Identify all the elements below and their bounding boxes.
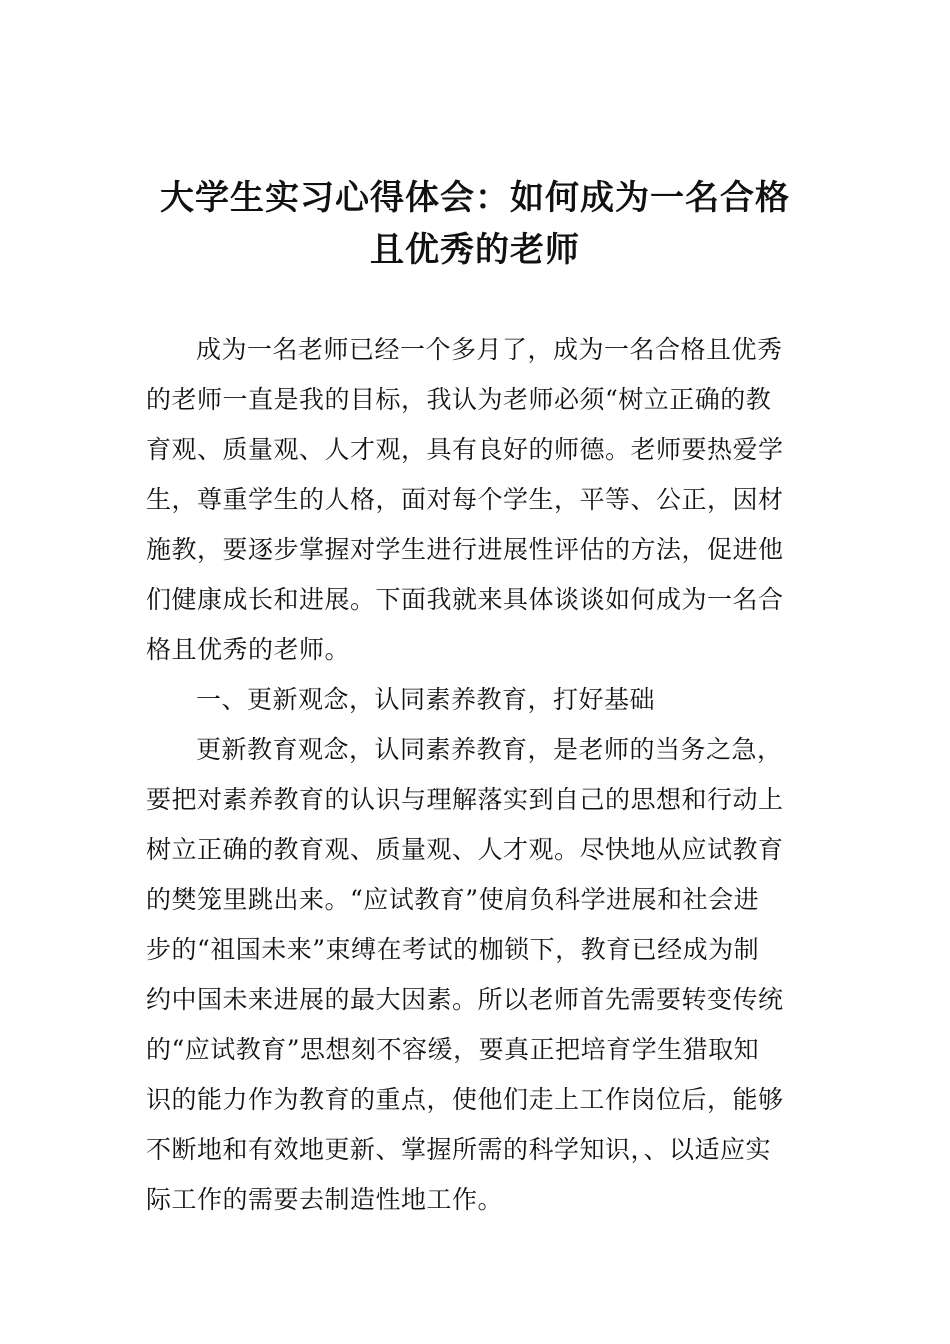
document-body [146, 325, 806, 1225]
text-line: 施教，要逐步掌握对学生进行进展性评估的方法，促进他 [146, 535, 784, 564]
text-line: 育观、质量观、人才观，具有良好的师德。老师要热爱学 [146, 435, 784, 464]
text-line: 的老师一直是我的目标，我认为老师必须“树立正确的教 [146, 385, 772, 414]
text-line: 的“应试教育”思想刻不容缓，要真正把培育学生猎取知 [146, 1035, 760, 1064]
paragraph-section-one [146, 725, 806, 1225]
text-line: 一、更新观念，认同素养教育，打好基础 [196, 685, 656, 714]
text-line: 约中国未来进展的最大因素。所以老师首先需要转变传统 [146, 985, 784, 1014]
text-line: 的樊笼里跳出来。“应试教育”使肩负科学进展和社会进 [146, 885, 760, 914]
text-line: 成为一名老师已经一个多月了，成为一名合格且优秀 [196, 335, 783, 364]
text-line: 生，尊重学生的人格，面对每个学生，平等、公正，因材 [146, 485, 784, 514]
section-heading [146, 675, 806, 725]
text-line: 更新教育观念，认同素养教育，是老师的当务之急， [196, 735, 783, 764]
text-line: 不断地和有效地更新、掌握所需的科学知识，、以适应实 [146, 1135, 772, 1164]
title-line: 且优秀的老师 [370, 230, 580, 270]
text-line: 识的能力作为教育的重点，使他们走上工作岗位后，能够 [146, 1085, 784, 1114]
text-line: 际工作的需要去制造性地工作。 [146, 1185, 504, 1214]
text-line: 格且优秀的老师。 [146, 635, 351, 664]
paragraph-intro [146, 325, 806, 675]
title-line: 大学生实习心得体会：如何成为一名合格 [160, 178, 790, 218]
text-line: 要把对素养教育的认识与理解落实到自己的思想和行动上 [146, 785, 784, 814]
document-title [140, 172, 810, 276]
text-line: 们健康成长和进展。下面我就来具体谈谈如何成为一名合 [146, 585, 784, 614]
text-line: 步的“祖国未来”束缚在考试的枷锁下，教育已经成为制 [146, 935, 760, 964]
text-line: 树立正确的教育观、质量观、人才观。尽快地从应试教育 [146, 835, 784, 864]
